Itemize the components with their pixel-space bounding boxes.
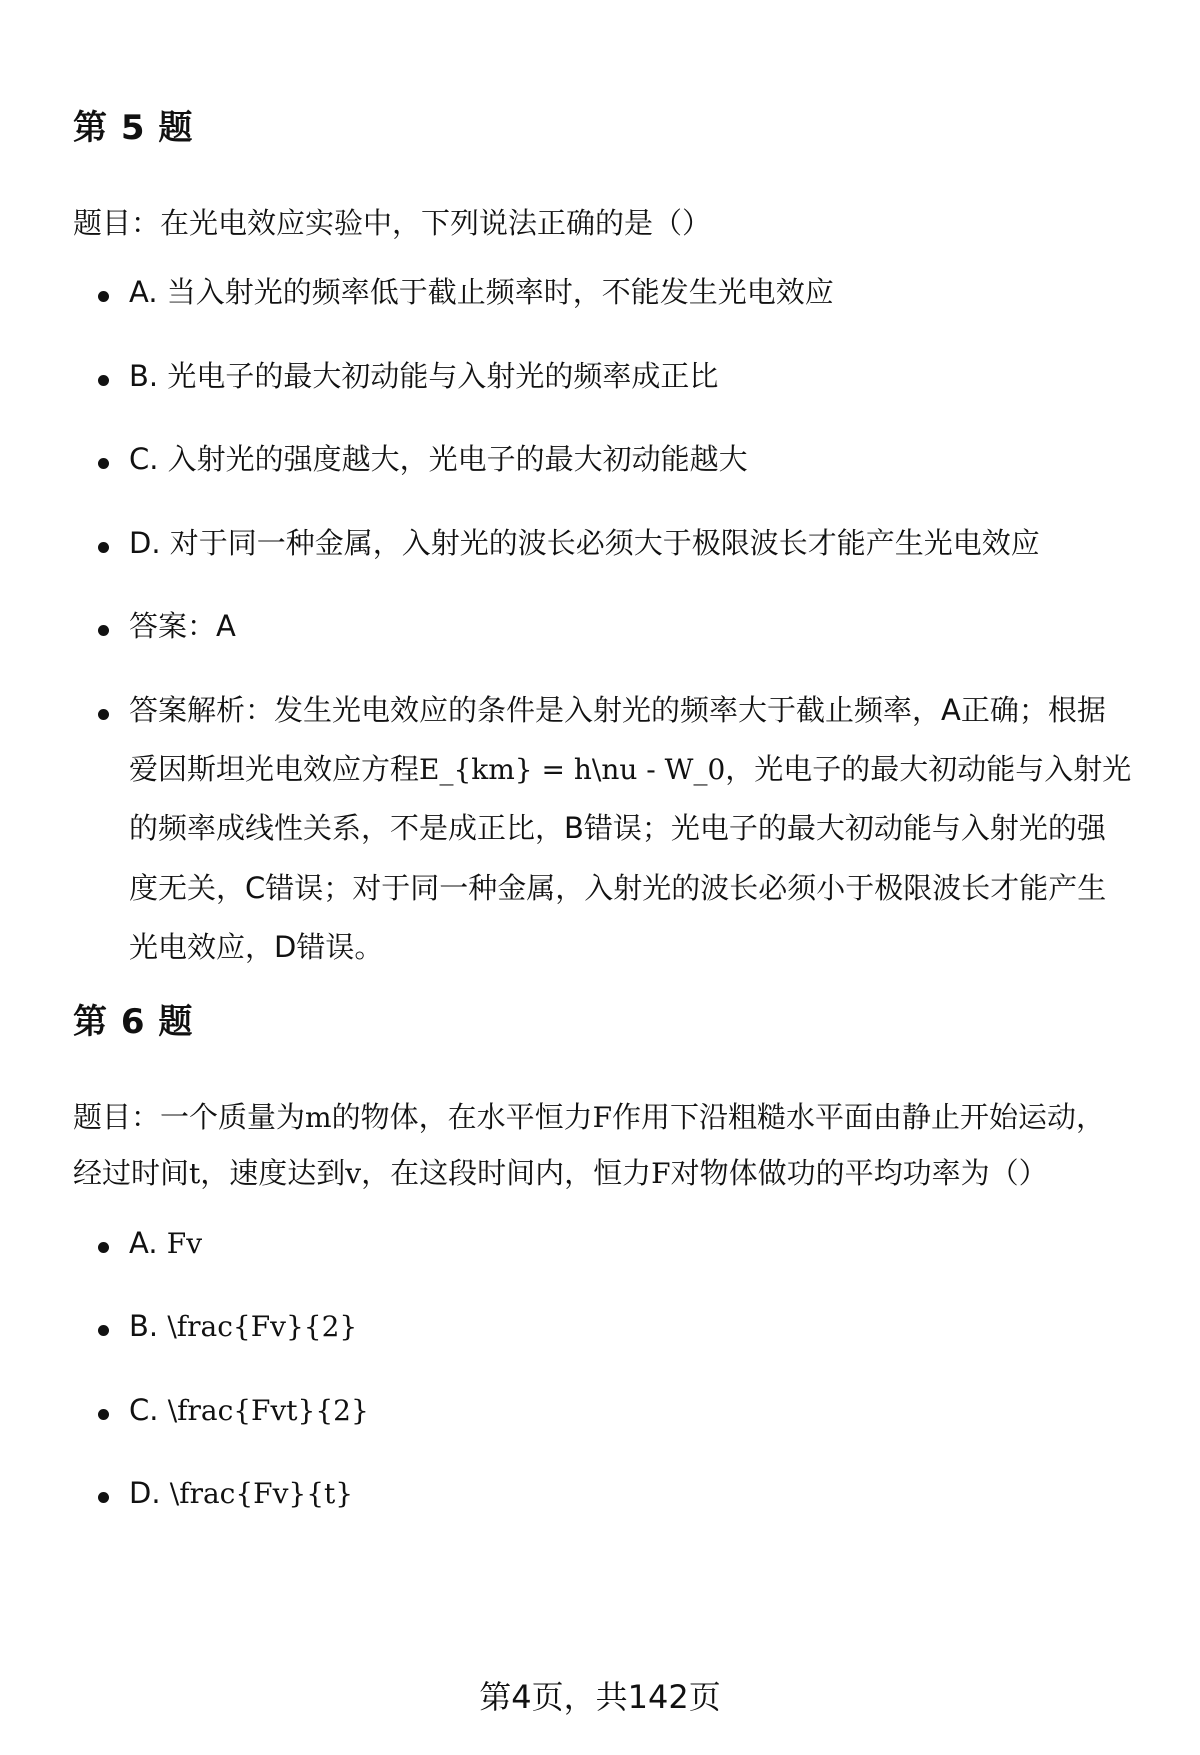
question-5-option-list (73, 263, 1133, 977)
question-5-option-a: A. 当入射光的频率低于截止频率时，不能发生光电效应 (73, 263, 1133, 322)
question-5-analysis (73, 681, 1133, 978)
option-d-label: D. (129, 1476, 170, 1511)
option-a-label: A. (129, 1225, 167, 1260)
force-symbol: F (592, 1100, 613, 1134)
question-5-prompt: 题目：在光电效应实验中，下列说法正确的是（） (73, 205, 712, 240)
page-number: 第4页，共142页 (479, 1678, 721, 1716)
question-6-prompt (73, 1089, 1133, 1202)
question-5-title: 第 5 题 (73, 108, 194, 148)
question-6-prompt-part-6: 对物体做功的平均功率为（） (670, 1156, 1048, 1191)
time-symbol: t (189, 1157, 201, 1191)
question-5-option-c: C. 入射光的强度越大，光电子的最大初动能越大 (73, 430, 1133, 489)
question-6 (73, 1002, 1133, 1524)
einstein-photoelectric-formula: E_{km} = h\nu - W_0 (419, 752, 726, 786)
question-6-option-d (73, 1464, 1133, 1523)
question-6-option-list (73, 1214, 1133, 1524)
question-5 (73, 108, 1133, 978)
option-a-formula: Fv (166, 1226, 203, 1260)
force-symbol-second: F (651, 1157, 671, 1191)
question-5-option-b: B. 光电子的最大初动能与入射光的频率成正比 (73, 347, 1133, 406)
analysis-text-part-1: 答案解析：发生光电效应的条件是入射光的频率大于截止频率，A正确；根据爱因斯坦光电效应方程 (129, 692, 1106, 786)
analysis-text-part-2: ，光电子的最大初动能与入射光的频率成线性关系，不是成正比，B错误；光电子的最大初动能与入射光的强度无关，C错误；对于同一种金属，入射光的波长必须小于极限波长才能产生光电效应，D错误。 (129, 751, 1132, 965)
option-b-formula: \frac{Fv}{2} (167, 1310, 358, 1344)
option-c-formula: \frac{Fvt}{2} (167, 1393, 369, 1427)
question-6-option-a (73, 1214, 1133, 1273)
question-6-prompt-part-4: ，速度达到 (200, 1156, 346, 1191)
option-b-label: B. (129, 1309, 168, 1344)
question-5-answer: 答案：A (73, 597, 1133, 656)
question-6-prompt-part-3: 作用下沿粗糙水平面由静止开始运动，经过时间 (73, 1099, 1106, 1191)
question-6-prompt-part-2: 的物体，在水平恒力 (331, 1099, 593, 1134)
question-6-prompt-part-1: 题目：一个质量为 (73, 1099, 306, 1134)
option-c-label: C. (129, 1392, 168, 1427)
question-6-option-b (73, 1297, 1133, 1356)
question-6-prompt-part-5: ，在这段时间内，恒力 (361, 1156, 652, 1191)
question-5-option-d: D. 对于同一种金属，入射光的波长必须大于极限波长才能产生光电效应 (73, 514, 1133, 573)
mass-symbol: m (305, 1100, 332, 1134)
document-content (73, 108, 1133, 1547)
option-d-formula: \frac{Fv}{t} (169, 1477, 354, 1511)
velocity-symbol: v (345, 1157, 362, 1191)
question-6-option-c (73, 1381, 1133, 1440)
question-6-title: 第 6 题 (73, 1001, 194, 1042)
